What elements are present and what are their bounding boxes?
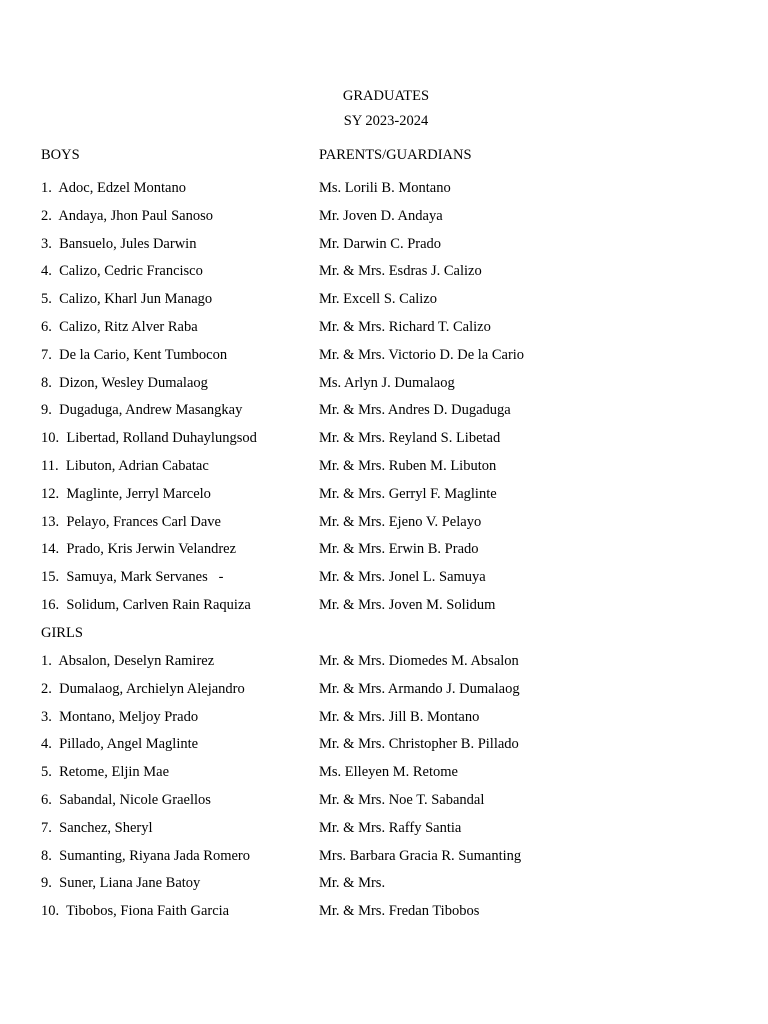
- student-name: 2. Dumalaog, Archielyn Alejandro: [41, 680, 245, 697]
- graduate-row: [0, 235, 768, 263]
- parent-guardian-name: Ms. Elleyen M. Retome: [319, 764, 458, 781]
- graduate-row: [0, 290, 768, 318]
- graduate-row: [0, 847, 768, 875]
- parent-guardian-name: Mr. & Mrs. Jill B. Montano: [319, 708, 480, 725]
- graduate-row: [0, 318, 768, 346]
- graduate-row: [0, 763, 768, 791]
- student-name: 9. Suner, Liana Jane Batoy: [41, 875, 201, 892]
- graduate-row: [0, 346, 768, 374]
- student-name: 5. Calizo, Kharl Jun Manago: [41, 291, 213, 308]
- parent-guardian-name: Mr. & Mrs. Noe T. Sabandal: [319, 791, 485, 808]
- graduate-row: [0, 568, 768, 596]
- student-name: 8. Dizon, Wesley Dumalaog: [41, 374, 208, 391]
- parent-guardian-name: Mr. & Mrs. Andres D. Dugaduga: [319, 402, 511, 419]
- parent-guardian-name: Mr. & Mrs. Gerryl F. Maglinte: [319, 485, 497, 502]
- parent-guardian-name: Mr. & Mrs. Raffy Santia: [319, 819, 462, 836]
- student-name: 5. Retome, Eljin Mae: [41, 764, 170, 781]
- graduate-row: [0, 401, 768, 429]
- student-name: 7. Sanchez, Sheryl: [41, 819, 153, 836]
- boys-header: BOYS: [41, 147, 80, 163]
- graduate-row: [0, 374, 768, 402]
- parent-guardian-name: Mr. & Mrs. Diomedes M. Absalon: [319, 653, 519, 669]
- student-name: 1. Adoc, Edzel Montano: [41, 180, 186, 196]
- parent-guardian-name: Mr. Darwin C. Prado: [319, 235, 442, 252]
- student-name: 14. Prado, Kris Jerwin Velandrez: [41, 541, 237, 558]
- graduate-row: [0, 429, 768, 457]
- student-name: 4. Calizo, Cedric Francisco: [41, 263, 203, 280]
- student-name: 15. Samuya, Mark Servanes -: [41, 569, 224, 586]
- graduate-row: [0, 596, 768, 624]
- girls-list: [0, 652, 768, 930]
- parent-guardian-name: Mr. & Mrs.: [319, 875, 386, 892]
- student-name: 3. Bansuelo, Jules Darwin: [41, 235, 197, 252]
- student-name: 13. Pelayo, Frances Carl Dave: [41, 513, 221, 530]
- parent-guardian-name: Mr. & Mrs. Jonel L. Samuya: [319, 569, 486, 586]
- parent-guardian-name: Mr. & Mrs. Joven M. Solidum: [319, 596, 496, 613]
- graduate-row: [0, 652, 768, 680]
- graduate-row: [0, 708, 768, 736]
- student-name: 6. Sabandal, Nicole Graellos: [41, 791, 211, 808]
- student-name: 11. Libuton, Adrian Cabatac: [41, 457, 209, 474]
- girls-header: GIRLS: [41, 625, 83, 641]
- student-name: 10. Libertad, Rolland Duhaylungsod: [41, 430, 257, 447]
- graduate-row: [0, 735, 768, 763]
- graduate-row: [0, 874, 768, 902]
- graduate-row: [0, 513, 768, 541]
- student-name: 3. Montano, Meljoy Prado: [41, 708, 199, 725]
- parent-guardian-name: Ms. Arlyn J. Dumalaog: [319, 374, 455, 391]
- graduate-row: [0, 540, 768, 568]
- graduate-row: [0, 207, 768, 235]
- graduate-row: [0, 819, 768, 847]
- parent-guardian-name: Mr. & Mrs. Ruben M. Libuton: [319, 457, 497, 474]
- graduate-row: [0, 485, 768, 513]
- document-title: GRADUATES: [342, 88, 430, 104]
- student-name: 12. Maglinte, Jerryl Marcelo: [41, 485, 211, 502]
- student-name: 6. Calizo, Ritz Alver Raba: [41, 318, 198, 335]
- parent-guardian-name: Mr. & Mrs. Erwin B. Prado: [319, 541, 479, 558]
- graduate-row: [0, 902, 768, 930]
- student-name: 4. Pillado, Angel Maglinte: [41, 736, 199, 753]
- parent-guardian-name: Mr. & Mrs. Victorio D. De la Cario: [319, 346, 525, 363]
- student-name: 2. Andaya, Jhon Paul Sanoso: [41, 207, 213, 224]
- parent-guardian-name: Mr. Excell S. Calizo: [319, 291, 437, 308]
- graduate-row: [0, 791, 768, 819]
- parent-guardian-name: Mr. & Mrs. Armando J. Dumalaog: [319, 680, 520, 697]
- student-name: 16. Solidum, Carlven Rain Raquiza: [41, 596, 251, 613]
- parent-guardian-name: Mr. & Mrs. Richard T. Calizo: [319, 318, 491, 335]
- parent-guardian-name: Mr. Joven D. Andaya: [319, 207, 443, 224]
- student-name: 1. Absalon, Deselyn Ramirez: [41, 653, 215, 669]
- student-name: 8. Sumanting, Riyana Jada Romero: [41, 847, 251, 864]
- graduate-row: [0, 262, 768, 290]
- parent-guardian-name: Ms. Lorili B. Montano: [319, 180, 451, 196]
- parent-guardian-name: Mr. & Mrs. Fredan Tibobos: [319, 903, 480, 920]
- parent-guardian-name: Mrs. Barbara Gracia R. Sumanting: [319, 847, 522, 864]
- parent-guardian-name: Mr. & Mrs. Reyland S. Libetad: [319, 430, 501, 447]
- graduate-row: [0, 457, 768, 485]
- school-year: SY 2023-2024: [343, 113, 429, 129]
- student-name: 7. De la Cario, Kent Tumbocon: [41, 346, 228, 363]
- parent-guardian-name: Mr. & Mrs. Ejeno V. Pelayo: [319, 513, 482, 530]
- boys-list: [0, 179, 768, 624]
- parent-guardian-name: Mr. & Mrs. Esdras J. Calizo: [319, 263, 482, 280]
- student-name: 10. Tibobos, Fiona Faith Garcia: [41, 903, 230, 920]
- parent-guardian-name: Mr. & Mrs. Christopher B. Pillado: [319, 736, 519, 753]
- graduate-row: [0, 680, 768, 708]
- graduate-row: [0, 179, 768, 207]
- student-name: 9. Dugaduga, Andrew Masangkay: [41, 402, 243, 419]
- parents-guardians-header: PARENTS/GUARDIANS: [319, 147, 472, 163]
